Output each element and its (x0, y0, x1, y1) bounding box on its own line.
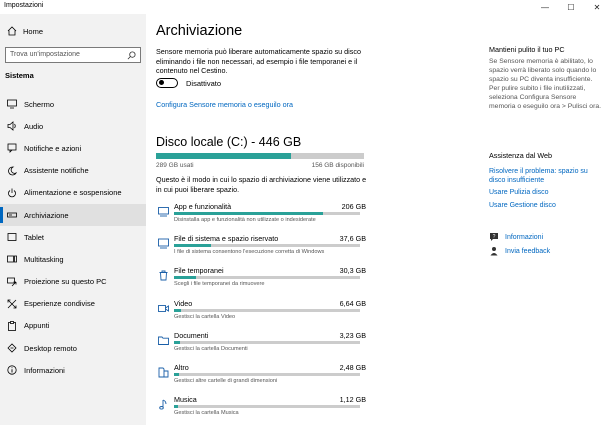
category-bar-fill (174, 276, 196, 279)
category-bar (174, 309, 360, 312)
sidebar-item-alimentazione[interactable] (0, 182, 146, 204)
speaker-icon (7, 121, 17, 131)
category-other[interactable] (156, 361, 366, 393)
sidebar-item-label: Tablet (24, 232, 45, 242)
category-documents[interactable] (156, 329, 366, 361)
section-label: Sistema (5, 71, 34, 80)
category-bar-fill (174, 341, 180, 344)
sidebar-item-label: Schermo (24, 99, 55, 109)
sidebar-item-desktop-remoto[interactable] (0, 337, 146, 359)
category-system-files[interactable] (156, 232, 366, 264)
sidebar-item-archiviazione[interactable] (0, 204, 146, 226)
sidebar-item-proiezione[interactable] (0, 271, 146, 293)
sidebar-item-appunti[interactable] (0, 315, 146, 337)
disk-cleanup-link[interactable]: Usare Pulizia disco (489, 189, 549, 196)
home-label: Home (23, 26, 44, 36)
sidebar-item-label: Informazioni (24, 365, 65, 375)
apps-icon (158, 206, 169, 217)
window-controls (532, 0, 610, 14)
video-icon (158, 303, 169, 314)
storage-sense-toggle[interactable] (156, 78, 221, 88)
feedback-icon (489, 246, 499, 256)
category-size: 37,6 GB (339, 234, 366, 244)
minimize-icon[interactable]: — (541, 2, 549, 12)
sidebar-item-notifiche[interactable] (0, 137, 146, 159)
info-icon (7, 365, 17, 375)
search-input[interactable] (5, 47, 141, 63)
notification-icon (7, 143, 17, 153)
category-size: 2,48 GB (339, 362, 366, 372)
info-link[interactable] (489, 232, 543, 242)
sidebar (0, 14, 146, 425)
category-video[interactable] (156, 297, 366, 329)
category-subtitle: Gestisci la cartella Musica (174, 410, 239, 417)
category-bar (174, 373, 360, 376)
sidebar-item-label: Notifiche e azioni (24, 143, 82, 153)
tablet-icon (7, 232, 17, 242)
nav-list (0, 93, 146, 381)
category-name: File di sistema e spazio riservato (174, 234, 279, 244)
sidebar-item-label: Esperienze condivise (24, 299, 95, 309)
maximize-icon[interactable]: ☐ (567, 2, 575, 12)
help-icon (489, 232, 499, 242)
disk-management-link[interactable]: Usare Gestione disco (489, 202, 556, 209)
category-temp-files[interactable] (156, 264, 366, 296)
category-bar-fill (174, 309, 181, 312)
power-icon (7, 188, 17, 198)
disk-usage-fill (156, 153, 291, 159)
sidebar-item-label: Archiviazione (24, 210, 69, 220)
monitor-icon (7, 99, 17, 109)
music-icon (158, 399, 169, 410)
toggle-switch[interactable] (156, 78, 178, 88)
page-title: Archiviazione (156, 23, 243, 39)
sidebar-item-label: Alimentazione e sospensione (24, 188, 122, 198)
sidebar-item-label: Assistente notifiche (24, 166, 89, 176)
category-bar-fill (174, 405, 178, 408)
close-icon[interactable]: ✕ (593, 2, 601, 12)
trash-icon (158, 270, 169, 281)
sidebar-item-label: Audio (24, 121, 44, 131)
sidebar-item-assistente[interactable] (0, 160, 146, 182)
remote-desktop-icon (7, 343, 17, 353)
svg-text:?: ? (492, 234, 496, 240)
folder-icon (158, 335, 169, 346)
sidebar-item-label: Appunti (24, 321, 50, 331)
clipboard-icon (7, 321, 17, 331)
moon-icon (7, 166, 17, 176)
category-size: 206 GB (341, 202, 366, 211)
keep-clean-heading: Mantieni pulito il tuo PC (489, 45, 565, 54)
category-name: Altro (174, 362, 189, 372)
other-icon (158, 367, 169, 378)
category-subtitle: Disinstalla app e funzionalità non utilizzate o indesiderate (174, 217, 316, 223)
category-bar (174, 405, 360, 408)
category-bar (174, 276, 360, 279)
category-list (156, 200, 366, 425)
disk-used-text: 289 GB usati (156, 162, 194, 169)
keep-clean-text: Se Sensore memoria è abilitato, lo spazio verrà liberato solo quando lo spazio su PC diventa insufficiente. Per pulire subito i file inutilizzati, seleziona Configura Sensore memoria o eseguilo ora > Pulisci ora. (489, 58, 602, 110)
sidebar-item-schermo[interactable] (0, 93, 146, 115)
category-name: App e funzionalità (174, 202, 232, 211)
category-size: 1,12 GB (339, 395, 366, 405)
feedback-label: Invia feedback (505, 247, 551, 255)
sidebar-item-esperienze[interactable] (0, 293, 146, 315)
category-size: 3,23 GB (339, 330, 366, 340)
storage-sense-description: Sensore memoria può liberare automaticamente spazio su disco eliminando i file non necessari, ad esempio i file temporanei e il contenuto nel Cestino. (156, 47, 361, 76)
sidebar-item-multitasking[interactable] (0, 248, 146, 270)
low-disk-space-link[interactable]: Risolvere il problema: spazio su disco insufficiente (489, 168, 588, 184)
category-apps[interactable] (156, 200, 366, 232)
sidebar-item-label: Desktop remoto (24, 343, 77, 353)
toggle-label: Disattivato (186, 78, 222, 88)
disk-free-text: 156 GB disponibili (311, 162, 364, 169)
category-size: 30,3 GB (339, 266, 366, 276)
category-bar (174, 341, 360, 344)
category-size: 6,64 GB (339, 298, 366, 308)
info-label: Informazioni (505, 233, 544, 241)
sidebar-item-informazioni[interactable] (0, 359, 146, 381)
category-bar-fill (174, 244, 211, 247)
home-icon (7, 26, 17, 36)
sidebar-item-label: Multitasking (24, 254, 64, 264)
configure-storage-sense-link[interactable]: Configura Sensore memoria o eseguilo ora (156, 100, 294, 109)
storage-icon (7, 210, 17, 220)
sidebar-item-tablet[interactable] (0, 226, 146, 248)
search-placeholder: Trova un'impostazione (10, 51, 80, 58)
web-help-heading: Assistenza dal Web (489, 151, 552, 160)
disk-title: Disco locale (C:) - 446 GB (156, 135, 302, 149)
home-link[interactable] (7, 26, 43, 36)
category-name: Musica (174, 395, 197, 405)
category-bar-fill (174, 212, 323, 215)
category-subtitle: I file di sistema consentono l'esecuzione corretta di Windows (174, 249, 325, 256)
share-icon (7, 299, 17, 309)
category-bar (174, 244, 360, 247)
disk-usage-bar (156, 153, 364, 159)
category-music[interactable] (156, 393, 366, 425)
category-subtitle: Gestisci la cartella Video (174, 313, 236, 320)
sidebar-item-label: Proiezione su questo PC (24, 277, 107, 287)
category-subtitle: Gestisci altre cartelle di grandi dimensioni (174, 377, 278, 384)
category-name: Documenti (174, 330, 209, 340)
category-bar-fill (174, 373, 179, 376)
usage-intro: Questo è il modo in cui lo spazio di archiviazione viene utilizzato e in cui puoi liberare spazio. (156, 175, 367, 194)
multitasking-icon (7, 254, 17, 264)
sidebar-item-audio[interactable] (0, 115, 146, 137)
search-icon[interactable] (127, 51, 136, 60)
category-name: File temporanei (174, 266, 224, 276)
title-bar (0, 0, 610, 14)
projection-icon (7, 277, 17, 287)
category-subtitle: Gestisci la cartella Documenti (174, 345, 248, 352)
system-files-icon (158, 238, 169, 249)
category-subtitle: Scegli i file temporanei da rimuovere (174, 281, 265, 288)
category-bar (174, 212, 360, 215)
category-name: Video (174, 298, 193, 308)
window-title: Impostazioni (4, 2, 44, 9)
feedback-link[interactable] (489, 246, 550, 256)
